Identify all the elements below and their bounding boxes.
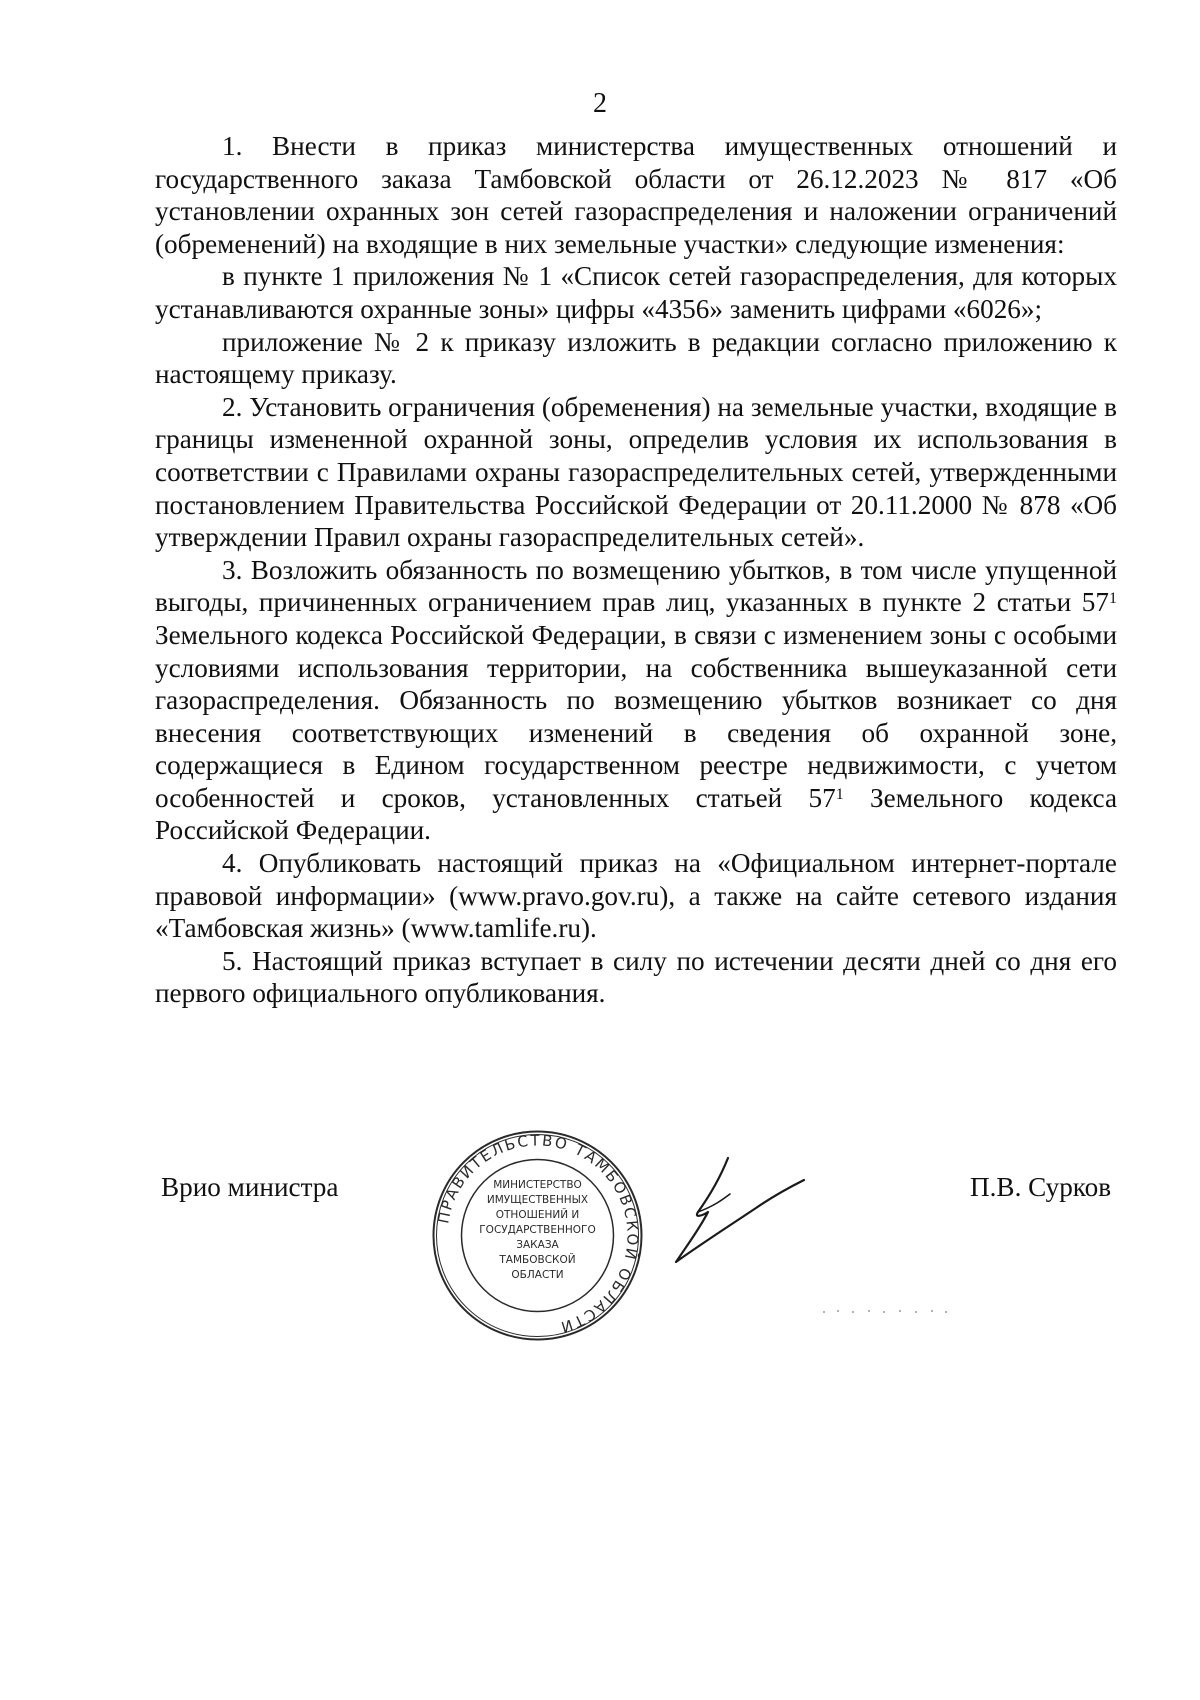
signer-name: П.В. Сурков xyxy=(970,1172,1112,1202)
seal-line-1: МИНИСТЕРСТВО xyxy=(493,1179,582,1191)
seal-line-6: ТАМБОВСКОЙ xyxy=(499,1254,576,1266)
document-body xyxy=(155,130,1117,1010)
official-seal xyxy=(430,1128,645,1343)
seal-line-2: ИМУЩЕСТВЕННЫХ xyxy=(486,1194,589,1206)
article-superscript-2: 1 xyxy=(835,785,844,803)
paragraph-2: 2. Установить ограничения (обременения) на земельные участки, входящие в границы измененной охранной зоны, определив условия их использования в соответствии с Правилами охраны газораспределительных сетей, утвержденными постановлением Правительства Российской Федерации от 20.11.2000 № 878 «Об утверждении Правил охраны газораспределительных сетей». xyxy=(155,391,1117,553)
seal-line-5: ЗАКАЗА xyxy=(516,1239,559,1251)
seal-outer-text: ПРАВИТЕЛЬСТВО ТАМБОВСКОЙ ОБЛАСТИ xyxy=(434,1131,642,1337)
handwritten-signature xyxy=(668,1150,808,1270)
paragraph-3-part-3: Земельного кодекса Российской Федерации. xyxy=(155,782,1118,846)
paragraph-3-part-1: 3. Возложить обязанность по возмещению убытков, в том числе упущенной выгоды, причиненных ограничением прав лиц, указанных в пункте 2 статьи 57 xyxy=(155,554,1117,618)
page-number: 2 xyxy=(593,88,607,119)
paragraph-1-sub-a: в пункте 1 приложения № 1 «Список сетей газораспределения, для которых устанавливаются охранные зоны» цифры «4356» заменить цифрами «6026»; xyxy=(155,261,1117,324)
paragraph-1: 1. Внести в приказ министерства имущественных отношений и государственного заказа Тамбовской области от 26.12.2023 № 817 «Об установлении охранных зон сетей газораспределения и наложении ограничений (обременений) на входящие в них земельные участки» следующие изменения: xyxy=(155,131,1117,259)
paragraph-4: 4. Опубликовать настоящий приказ на «Официальном интернет-портале правовой информации» (www.pravo.gov.ru), а также на сайте сетевого издания «Тамбовская жизнь» (www.tamlife.ru). xyxy=(155,848,1117,944)
paragraph-3 xyxy=(155,554,1117,847)
article-superscript-1: 1 xyxy=(1109,590,1117,608)
signer-position: Врио министра xyxy=(161,1172,339,1202)
paragraph-1-sub-b: приложение № 2 к приказу изложить в редакции согласно приложению к настоящему приказу. xyxy=(155,326,1117,390)
seal-line-4: ГОСУДАРСТВЕННОГО xyxy=(479,1224,596,1236)
seal-line-7: ОБЛАСТИ xyxy=(511,1269,564,1281)
paragraph-3-part-2: Земельного кодекса Российской Федерации, в связи с изменением зоны с особыми условиями использования территории, на собственника вышеуказанной сети газораспределения. Обязанность по возмещению убытков возникает со дня внесения соответствующих изменений в сведения об охранной зоне, содержащиеся в Едином государственном реестре недвижимости, с учетом особенностей и сроков, установленных статьей 57 xyxy=(155,619,1117,813)
scan-artifact xyxy=(820,1300,950,1320)
paragraph-5: 5. Настоящий приказ вступает в силу по истечении десяти дней со дня его первого официального опубликования. xyxy=(155,945,1117,1009)
seal-line-3: ОТНОШЕНИЙ И xyxy=(495,1209,580,1221)
